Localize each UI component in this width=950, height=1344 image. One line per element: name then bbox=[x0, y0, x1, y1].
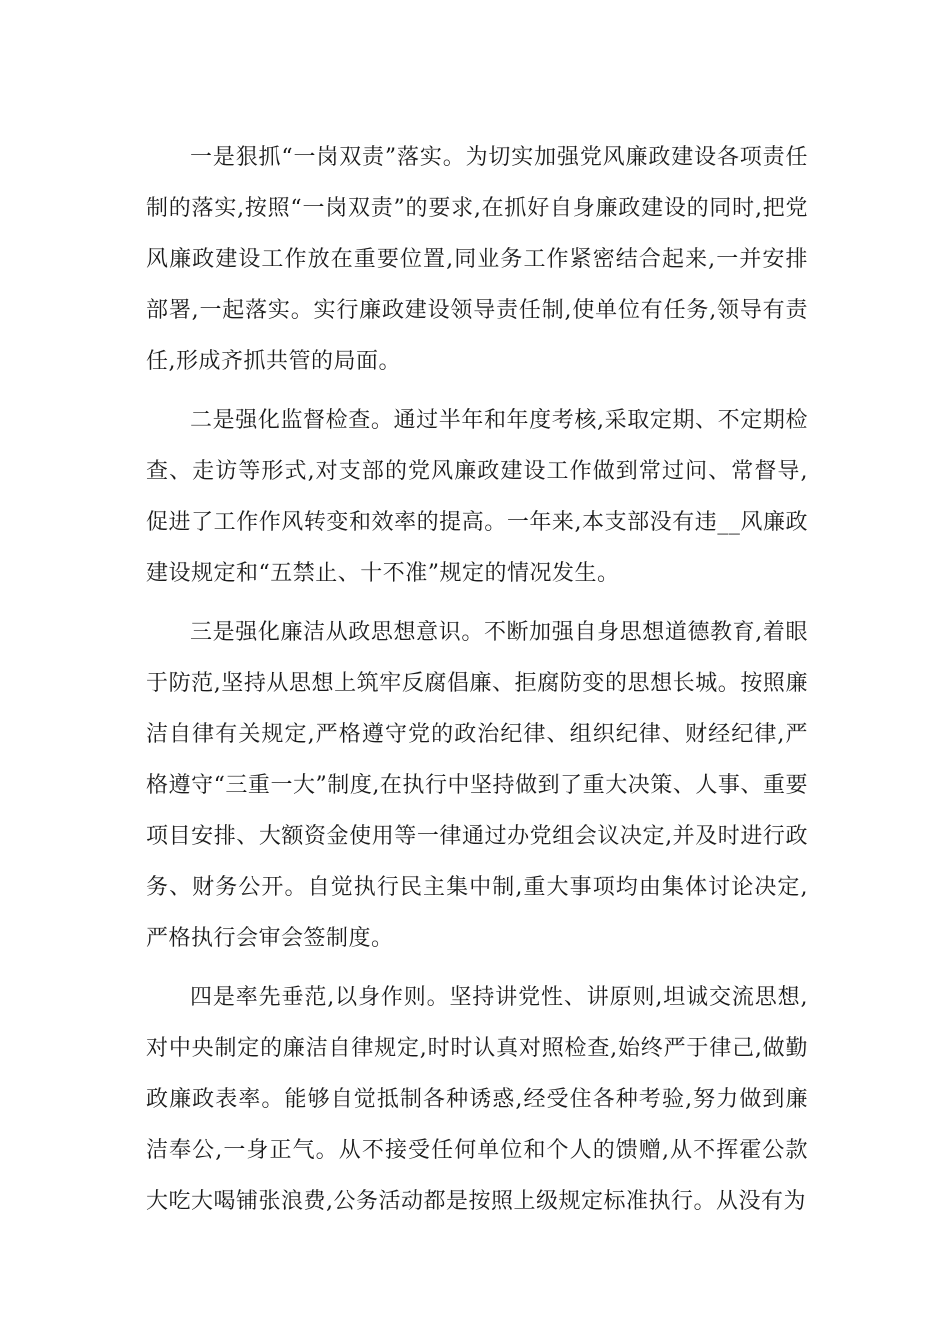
paragraph-1: 一是狠抓“一岗双责”落实。为切实加强党风廉政建设各项责任制的落实,按照“一岗双责”的要求,在抓好自身廉政建设的同时,把党风廉政建设工作放在重要位置,同业务工作紧密结合起来,一并安排部署,一起落实。实行廉政建设领导责任制,使单位有任务,领导有责任,形成齐抓共管的局面。 bbox=[146, 145, 808, 374]
document-body bbox=[146, 132, 808, 1227]
paragraph-3: 三是强化廉洁从政思想意识。不断加强自身思想道德教育,着眼于防范,坚持从思想上筑牢反腐倡廉、拒腐防变的思想长城。按照廉洁自律有关规定,严格遵守党的政治纪律、组织纪律、财经纪律,严格遵守“三重一大”制度,在执行中坚持做到了重大决策、人事、重要项目安排、大额资金使用等一律通过办党组会议决定,并及时进行政务、财务公开。自觉执行民主集中制,重大事项均由集体讨论决定,严格执行会审会签制度。 bbox=[146, 620, 808, 951]
paragraph-2: 二是强化监督检查。通过半年和年度考核,采取定期、不定期检查、走访等形式,对支部的党风廉政建设工作做到常过问、常督导,促进了工作作风转变和效率的提高。一年来,本支部没有违__风廉政建设规定和“五禁止、十不准”规定的情况发生。 bbox=[146, 408, 808, 586]
paragraph-4: 四是率先垂范,以身作则。坚持讲党性、讲原则,坦诚交流思想,对中央制定的廉洁自律规定,时时认真对照检查,始终严于律己,做勤政廉政表率。能够自觉抵制各种诱惑,经受住各种考验,努力做到廉洁奉公,一身正气。从不接受任何单位和个人的馈赠,从不挥霍公款大吃大喝铺张浪费,公务活动都是按照上级规定标准执行。从没有为 bbox=[146, 985, 808, 1214]
